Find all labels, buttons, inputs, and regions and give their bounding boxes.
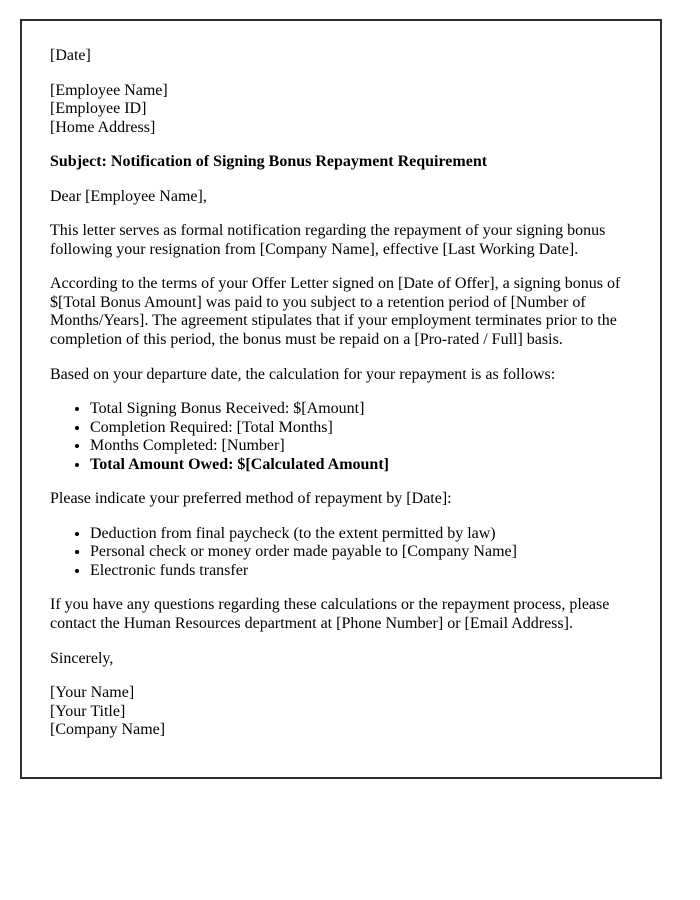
list-item-completion-required: • Completion Required: [Total Months]: [90, 419, 632, 438]
paragraph-method-intro: Please indicate your preferred method of repayment by [Date]:: [50, 490, 452, 508]
signature-company-line: [Company Name]: [50, 721, 166, 739]
recipient-name-line: [Employee Name]: [50, 81, 168, 99]
recipient-address-line: [Home Address]: [50, 118, 156, 136]
calculation-list: [50, 400, 632, 474]
closing: Sincerely,: [50, 649, 114, 667]
list-item-total-owed: • Total Amount Owed: $[Calculated Amount]: [90, 456, 632, 475]
paragraph-questions: If you have any questions regarding these calculations or the repayment process, please contact the Human Resources department at [Phone Number] or [Email Address].: [50, 596, 610, 633]
paragraph-intro: This letter serves as formal notification regarding the repayment of your signing bonus following your resignation from [Company Name], effective [Last Working Date].: [50, 222, 606, 258]
list-item-deduction: • Deduction from final paycheck (to the extent permitted by law): [90, 525, 632, 544]
list-item-total-bonus: • Total Signing Bonus Received: $[Amount]: [90, 400, 632, 419]
salutation: Dear [Employee Name],: [50, 187, 207, 205]
signature-name-line: [Your Name]: [50, 684, 135, 702]
date-line: [Date]: [50, 47, 91, 64]
list-item-transfer: • Electronic funds transfer: [90, 562, 632, 581]
method-list: [50, 525, 632, 581]
signature-title-line: [Your Title]: [50, 702, 126, 720]
subject-line: Subject: Notification of Signing Bonus Repayment Requirement: [50, 153, 488, 171]
list-item-check: • Personal check or money order made payable to [Company Name]: [90, 543, 632, 562]
paragraph-calculation-intro: Based on your departure date, the calculation for your repayment is as follows:: [50, 365, 556, 383]
recipient-id-line: [Employee ID]: [50, 100, 147, 118]
list-item-months-completed: • Months Completed: [Number]: [90, 437, 632, 456]
paragraph-terms: According to the terms of your Offer Letter signed on [Date of Offer], a signing bonus of $[Total Bonus Amount] was paid to you subject to a retention period of [Number of Months/Years]. The agreement stipulates that if your employment terminates prior to the completion of this period, the bonus must be repaid on a [Pro-rated / Full] basis.: [50, 275, 621, 349]
letter-container: [20, 19, 662, 779]
